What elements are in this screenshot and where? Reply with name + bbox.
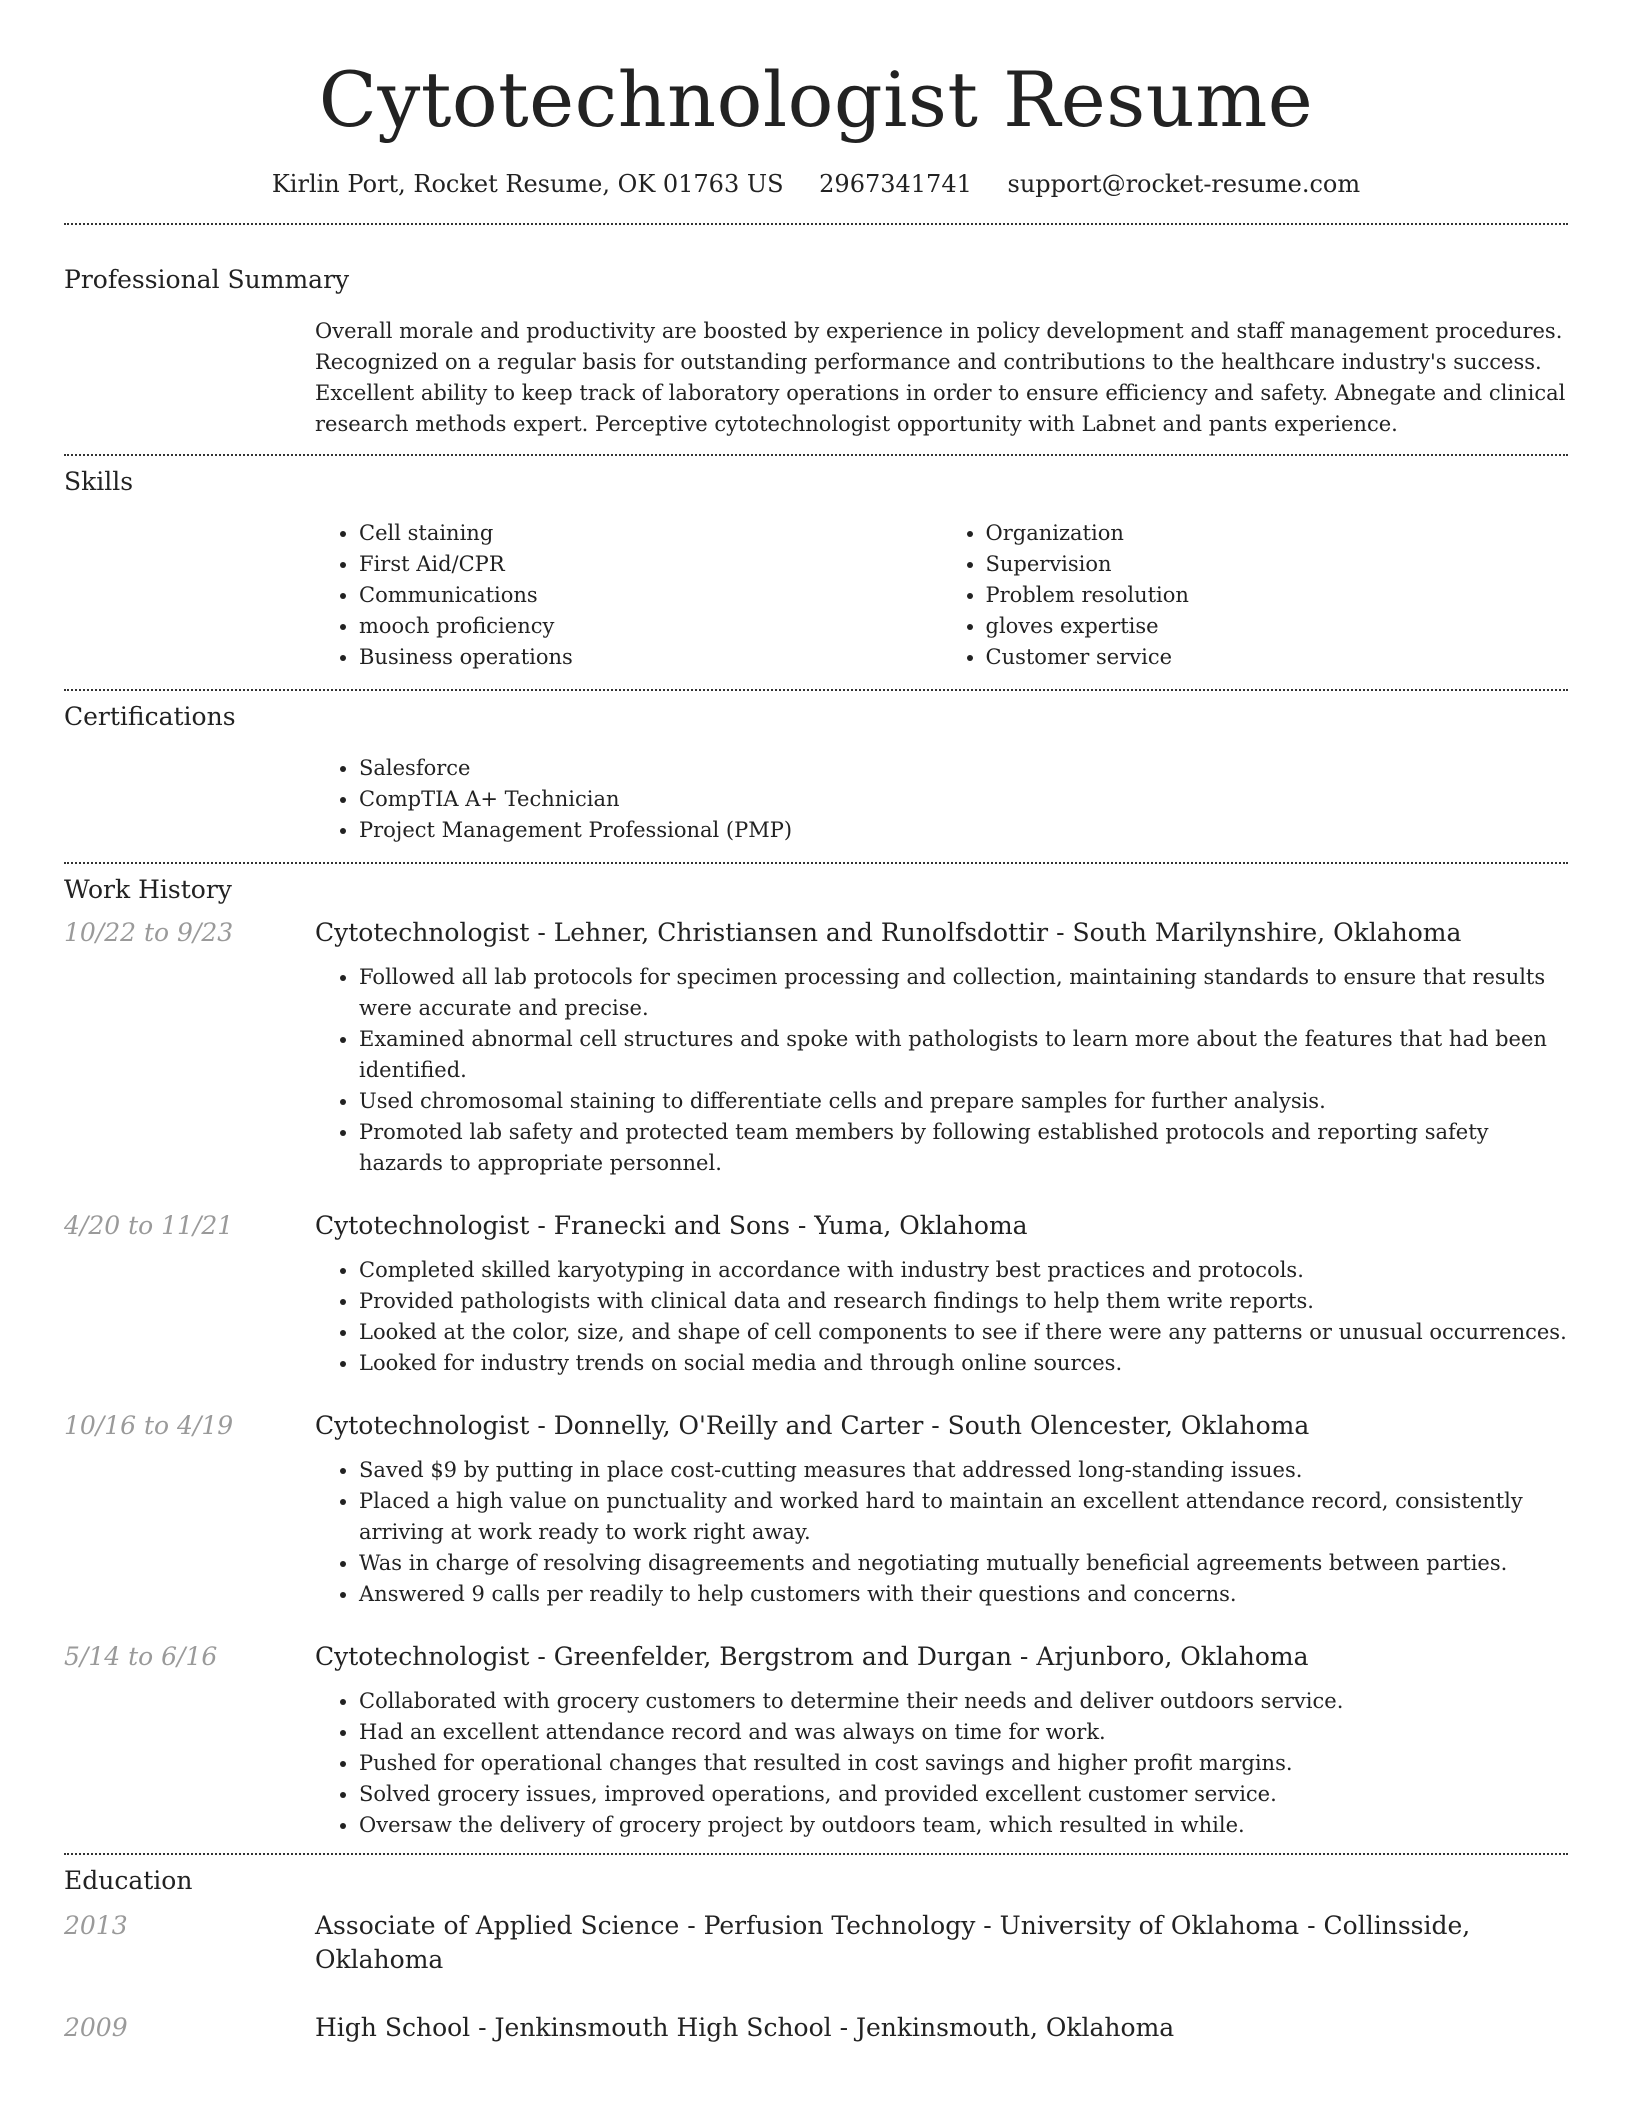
education-date: 2013 xyxy=(64,1911,128,1940)
education-title: High School - Jenkinsmouth High School - Jenkinsmouth, Oklahoma xyxy=(315,2013,1175,2042)
job-date: 10/16 to 4/19 xyxy=(64,1411,234,1440)
skills-section xyxy=(64,466,1568,673)
contact-line xyxy=(64,168,1568,200)
job-bullets xyxy=(315,1255,1568,1379)
list-item: • gloves expertise xyxy=(986,611,1569,642)
list-item: • First Aid/CPR xyxy=(359,549,942,580)
certifications-section xyxy=(64,701,1568,846)
list-item: • Cell staining xyxy=(359,518,942,549)
list-item: • Had an excellent attendance record and was always on time for work. xyxy=(359,1717,1568,1748)
contact-phone: 2967341741 xyxy=(819,170,972,198)
list-item: • Looked at the color, size, and shape of cell components to see if there were any patterns or unusual occurrences. xyxy=(359,1317,1568,1348)
skills-heading: Skills xyxy=(64,467,134,496)
list-item: • Pushed for operational changes that resulted in cost savings and higher profit margins. xyxy=(359,1748,1568,1779)
job-title: Cytotechnologist - Lehner, Christiansen and Runolfsdottir - South Marilynshire, Oklahoma xyxy=(315,918,1462,947)
job-date: 5/14 to 6/16 xyxy=(64,1642,218,1671)
skills-list-right xyxy=(942,518,1569,673)
summary-heading: Professional Summary xyxy=(64,265,350,294)
job-entry xyxy=(64,1209,1568,1379)
work-heading: Work History xyxy=(64,875,232,904)
divider xyxy=(64,862,1568,864)
resume-title: Cytotechnologist Resume xyxy=(318,55,1314,144)
list-item: • Collaborated with grocery customers to determine their needs and deliver outdoors service. xyxy=(359,1686,1568,1717)
education-section xyxy=(64,1865,1568,2045)
job-title: Cytotechnologist - Franecki and Sons - Yuma, Oklahoma xyxy=(315,1211,1028,1240)
divider xyxy=(64,454,1568,456)
divider xyxy=(64,223,1568,225)
list-item: • Used chromosomal staining to differentiate cells and prepare samples for further analysis. xyxy=(359,1086,1568,1117)
list-item: • Completed skilled karyotyping in accordance with industry best practices and protocols. xyxy=(359,1255,1568,1286)
summary-text: Overall morale and productivity are boosted by experience in policy development and staff management procedures. Recognized on a regular basis for outstanding performance and contributions to the healthcare industry's success. Excellent ability to keep track of laboratory operations in order to ensure efficiency and safety. Abnegate and clinical research methods expert. Perceptive cytotechnologist opportunity with Labnet and pants experience. xyxy=(315,319,1566,436)
education-heading: Education xyxy=(64,1866,193,1895)
job-date: 10/22 to 9/23 xyxy=(64,918,234,947)
list-item: • Project Management Professional (PMP) xyxy=(359,815,1568,846)
list-item: • Problem resolution xyxy=(986,580,1569,611)
job-title: Cytotechnologist - Greenfelder, Bergstrom and Durgan - Arjunboro, Oklahoma xyxy=(315,1642,1309,1671)
list-item: • Communications xyxy=(359,580,942,611)
work-section xyxy=(64,874,1568,1841)
list-item: • Was in charge of resolving disagreements and negotiating mutually beneficial agreements between parties. xyxy=(359,1548,1568,1579)
job-entry xyxy=(64,1640,1568,1841)
job-entry xyxy=(64,916,1568,1179)
list-item: • Business operations xyxy=(359,642,942,673)
skills-list-left xyxy=(315,518,942,673)
education-title: Associate of Applied Science - Perfusion Technology - University of Oklahoma - Collinsside, Oklahoma xyxy=(315,1911,1471,1974)
contact-address: Kirlin Port, Rocket Resume, OK 01763 US xyxy=(271,170,784,198)
list-item: • Solved grocery issues, improved operations, and provided excellent customer service. xyxy=(359,1779,1568,1810)
list-item: • mooch proficiency xyxy=(359,611,942,642)
job-bullets xyxy=(315,1455,1568,1610)
job-entry xyxy=(64,1409,1568,1610)
list-item: • Followed all lab protocols for specimen processing and collection, maintaining standards to ensure that results were accurate and precise. xyxy=(359,962,1568,1024)
list-item: • Looked for industry trends on social media and through online sources. xyxy=(359,1348,1568,1379)
divider xyxy=(64,689,1568,691)
job-bullets xyxy=(315,1686,1568,1841)
divider xyxy=(64,1853,1568,1855)
list-item: • Supervision xyxy=(986,549,1569,580)
list-item: • CompTIA A+ Technician xyxy=(359,784,1568,815)
list-item: • Examined abnormal cell structures and spoke with pathologists to learn more about the features that had been identified. xyxy=(359,1024,1568,1086)
job-title: Cytotechnologist - Donnelly, O'Reilly and Carter - South Olencester, Oklahoma xyxy=(315,1411,1310,1440)
list-item: • Answered 9 calls per readily to help customers with their questions and concerns. xyxy=(359,1579,1568,1610)
list-item: • Salesforce xyxy=(359,753,1568,784)
job-bullets xyxy=(315,962,1568,1179)
summary-section xyxy=(64,264,1568,440)
list-item: • Placed a high value on punctuality and worked hard to maintain an excellent attendance record, consistently arriving at work ready to work right away. xyxy=(359,1486,1568,1548)
list-item: • Organization xyxy=(986,518,1569,549)
list-item: • Provided pathologists with clinical data and research findings to help them write reports. xyxy=(359,1286,1568,1317)
contact-email: support@rocket-resume.com xyxy=(1007,170,1361,198)
list-item: • Oversaw the delivery of grocery project by outdoors team, which resulted in while. xyxy=(359,1810,1568,1841)
education-entry xyxy=(64,1909,1568,1977)
list-item: • Promoted lab safety and protected team members by following established protocols and reporting safety hazards to appropriate personnel. xyxy=(359,1117,1568,1179)
education-date: 2009 xyxy=(64,2013,128,2042)
list-item: • Saved $9 by putting in place cost-cutting measures that addressed long-standing issues. xyxy=(359,1455,1568,1486)
education-entry xyxy=(64,2011,1568,2045)
certifications-heading: Certifications xyxy=(64,702,236,731)
list-item: • Customer service xyxy=(986,642,1569,673)
certifications-list xyxy=(315,753,1568,846)
resume-page xyxy=(64,0,1568,2045)
job-date: 4/20 to 11/21 xyxy=(64,1211,234,1240)
